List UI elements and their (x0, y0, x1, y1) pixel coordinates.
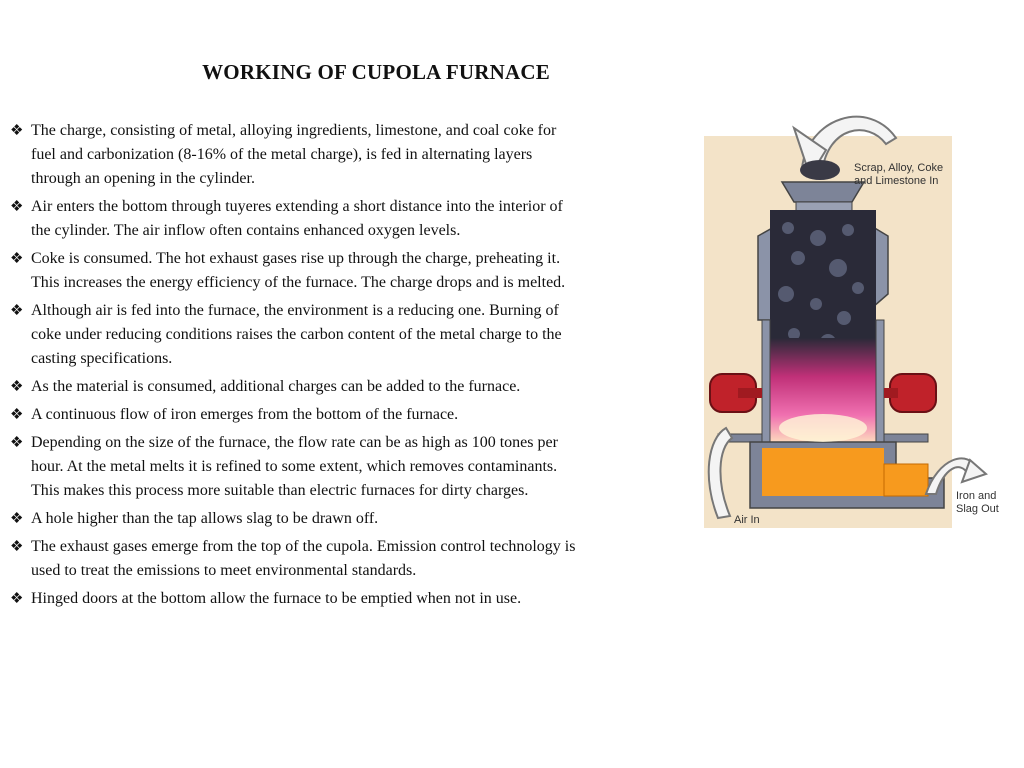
bullet-item (10, 299, 715, 371)
bullet-text-line: The charge, consisting of metal, alloying ingredients, limestone, and coal coke for (31, 122, 557, 139)
diamond-bullet-icon: ❖ (10, 591, 24, 607)
bullet-item (10, 403, 715, 427)
diamond-bullet-icon: ❖ (10, 407, 24, 423)
bullet-text-line: Coke is consumed. The hot exhaust gases rise up through the charge, preheating it. (31, 250, 561, 267)
cupola-furnace-diagram (698, 98, 1018, 530)
charging-hopper (782, 182, 864, 202)
bullet-item (10, 119, 715, 191)
label-line: Iron and (956, 490, 997, 502)
molten-iron-pool (762, 448, 884, 496)
bullet-item (10, 195, 715, 243)
label-scrap-alloy-coke (854, 162, 943, 188)
bullet-item (10, 587, 715, 611)
diamond-bullet-icon: ❖ (10, 123, 24, 139)
label-line: and Limestone In (854, 175, 939, 187)
diamond-bullet-icon: ❖ (10, 199, 24, 215)
bullet-text-line: A hole higher than the tap allows slag to be drawn off. (31, 510, 379, 527)
bullet-text-line: Air enters the bottom through tuyeres extending a short distance into the interior of (31, 198, 563, 215)
bullet-text-line: used to treat the emissions to meet environmental standards. (31, 562, 417, 579)
label-air-in: Air In (734, 514, 760, 526)
bullet-text-line: Although air is fed into the furnace, the environment is a reducing one. Burning of (31, 302, 559, 319)
charge-material (800, 160, 840, 180)
diamond-bullet-icon: ❖ (10, 539, 24, 555)
diamond-bullet-icon: ❖ (10, 379, 24, 395)
label-iron-slag-out (956, 490, 999, 516)
bullet-item (10, 507, 715, 531)
diamond-bullet-icon: ❖ (10, 251, 24, 267)
bullet-text-line: This increases the energy efficiency of the furnace. The charge drops and is melted. (31, 274, 566, 291)
bullet-text-line: Hinged doors at the bottom allow the furnace to be emptied when not in use. (31, 590, 522, 607)
bullet-text-line: The exhaust gases emerge from the top of the cupola. Emission control technology is (31, 538, 576, 555)
diamond-bullet-icon: ❖ (10, 303, 24, 319)
bullet-item (10, 247, 715, 295)
diamond-bullet-icon: ❖ (10, 435, 24, 451)
bullet-text-line: This makes this process more suitable than electric furnaces for dirty charges. (31, 482, 529, 499)
bullet-text-line: through an opening in the cylinder. (31, 170, 255, 187)
bullet-item (10, 431, 715, 503)
bullet-text-line: A continuous flow of iron emerges from the bottom of the furnace. (31, 406, 459, 423)
bullet-text-line: the cylinder. The air inflow often contains enhanced oxygen levels. (31, 222, 461, 239)
bullet-text-line: coke under reducing conditions raises the carbon content of the metal charge to the (31, 326, 562, 343)
label-line: Scrap, Alloy, Coke (854, 162, 944, 174)
tap-hole-channel (884, 464, 928, 496)
label-line: Slag Out (956, 503, 999, 515)
bullet-list (10, 119, 715, 615)
bullet-text-line: As the material is consumed, additional charges can be added to the furnace. (31, 378, 521, 395)
bullet-text-line: fuel and carbonization (8-16% of the metal charge), is fed in alternating layers (31, 146, 533, 163)
slide-title: WORKING OF CUPOLA FURNACE (202, 60, 550, 84)
bullet-text-line: casting specifications. (31, 350, 173, 367)
bullet-item (10, 375, 715, 399)
bullet-text-line: hour. At the metal melts it is refined to some extent, which removes contaminants. (31, 458, 558, 475)
bullet-text-line: Depending on the size of the furnace, the flow rate can be as high as 100 tones per (31, 434, 558, 451)
diamond-bullet-icon: ❖ (10, 511, 24, 527)
bullet-item (10, 535, 715, 583)
